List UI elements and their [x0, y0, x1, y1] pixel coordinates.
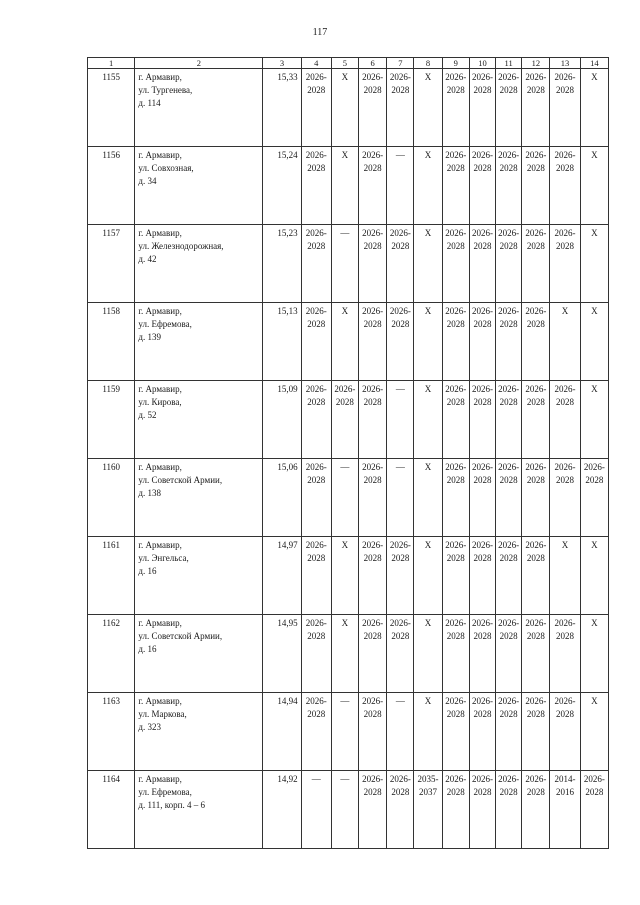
period-cell: 2026-2028 — [359, 459, 387, 537]
address-line: г. Армавир, — [138, 540, 182, 550]
period-cell: 2026-2028 — [550, 381, 580, 459]
period-cell: 2026-2028 — [550, 459, 580, 537]
address-line: д. 42 — [138, 254, 157, 264]
address-line: ул. Маркова, — [138, 709, 187, 719]
period-cell: 2026-2028 — [301, 69, 331, 147]
period-cell: 2026-2028 — [442, 771, 469, 849]
period-cell: 2026-2028 — [442, 225, 469, 303]
period-cell: 2026-2028 — [442, 693, 469, 771]
column-number-header: 11 — [496, 58, 522, 69]
address-line: д. 52 — [138, 410, 157, 420]
period-cell: 2026-2028 — [387, 615, 414, 693]
register-table — [87, 57, 609, 849]
period-cell: 2026-2028 — [469, 771, 495, 849]
table-row — [88, 771, 609, 849]
period-cell: 2026-2028 — [469, 693, 495, 771]
period-cell: 2026-2028 — [387, 537, 414, 615]
period-cell: — — [387, 459, 414, 537]
period-cell: X — [580, 615, 608, 693]
period-cell: — — [331, 693, 358, 771]
record-number: 1157 — [88, 225, 135, 303]
period-cell: 2026-2028 — [359, 615, 387, 693]
period-cell: 2026-2028 — [359, 537, 387, 615]
address-line: ул. Советской Армии, — [138, 475, 223, 485]
address-cell — [135, 381, 263, 459]
address-line: ул. Энгельса, — [138, 553, 189, 563]
period-cell: 2026-2028 — [442, 69, 469, 147]
address-line: ул. Тургенева, — [138, 85, 193, 95]
period-cell: 2026-2028 — [496, 303, 522, 381]
address-cell — [135, 615, 263, 693]
period-cell: 2026-2028 — [359, 693, 387, 771]
period-cell: 2026-2028 — [359, 225, 387, 303]
period-cell: 2026-2028 — [550, 147, 580, 225]
address-line: г. Армавир, — [138, 696, 182, 706]
area-value: 14,94 — [263, 693, 301, 771]
period-cell: 2026-2028 — [469, 537, 495, 615]
period-cell: X — [414, 303, 442, 381]
column-number-header: 8 — [414, 58, 442, 69]
column-number-header: 12 — [522, 58, 550, 69]
address-line: д. 139 — [138, 332, 161, 342]
address-line: ул. Советской Армии, — [138, 631, 223, 641]
column-number-header: 3 — [263, 58, 301, 69]
period-cell: 2026-2028 — [496, 459, 522, 537]
address-line: ул. Железнодорожная, — [138, 241, 224, 251]
period-cell: 2026-2028 — [580, 459, 608, 537]
column-number-header: 10 — [469, 58, 495, 69]
period-cell: 2026-2028 — [301, 381, 331, 459]
period-cell: 2026-2028 — [301, 459, 331, 537]
period-cell: 2026-2028 — [387, 771, 414, 849]
column-number-header: 6 — [359, 58, 387, 69]
period-cell: 2026-2028 — [496, 693, 522, 771]
period-cell: 2026-2028 — [522, 147, 550, 225]
column-number-header: 2 — [135, 58, 263, 69]
address-line: г. Армавир, — [138, 774, 182, 784]
address-cell — [135, 303, 263, 381]
period-cell: 2026-2028 — [442, 147, 469, 225]
table-row — [88, 147, 609, 225]
record-number: 1163 — [88, 693, 135, 771]
record-number: 1158 — [88, 303, 135, 381]
period-cell: 2026-2028 — [301, 693, 331, 771]
record-number: 1164 — [88, 771, 135, 849]
period-cell: X — [580, 537, 608, 615]
address-line: г. Армавир, — [138, 72, 182, 82]
period-cell: 2026-2028 — [469, 615, 495, 693]
area-value: 15,33 — [263, 69, 301, 147]
address-line: ул. Ефремова, — [138, 319, 192, 329]
period-cell: 2026-2028 — [522, 459, 550, 537]
period-cell: 2026-2028 — [469, 459, 495, 537]
area-value: 14,97 — [263, 537, 301, 615]
period-cell: X — [414, 69, 442, 147]
address-line: г. Армавир, — [138, 384, 182, 394]
column-number-header: 4 — [301, 58, 331, 69]
period-cell: 2026-2028 — [301, 615, 331, 693]
period-cell: X — [580, 381, 608, 459]
address-line: ул. Кирова, — [138, 397, 182, 407]
table-row — [88, 693, 609, 771]
period-cell: 2026-2028 — [469, 381, 495, 459]
period-cell: X — [331, 69, 358, 147]
address-line: г. Армавир, — [138, 228, 182, 238]
address-cell — [135, 69, 263, 147]
record-number: 1155 — [88, 69, 135, 147]
period-cell: 2026-2028 — [469, 225, 495, 303]
period-cell: X — [580, 69, 608, 147]
column-number-header: 1 — [88, 58, 135, 69]
period-cell: — — [331, 771, 358, 849]
period-cell: X — [414, 459, 442, 537]
address-line: д. 111, корп. 4 – 6 — [138, 800, 206, 810]
period-cell: — — [331, 225, 358, 303]
area-value: 14,92 — [263, 771, 301, 849]
period-cell: 2026-2028 — [550, 69, 580, 147]
period-cell: 2026-2028 — [301, 147, 331, 225]
area-value: 14,95 — [263, 615, 301, 693]
period-cell: 2026-2028 — [496, 147, 522, 225]
address-line: г. Армавир, — [138, 306, 182, 316]
record-number: 1159 — [88, 381, 135, 459]
period-cell: 2026-2028 — [359, 381, 387, 459]
period-cell: 2026-2028 — [522, 537, 550, 615]
period-cell: 2026-2028 — [496, 381, 522, 459]
table-row — [88, 69, 609, 147]
address-cell — [135, 459, 263, 537]
record-number: 1160 — [88, 459, 135, 537]
period-cell: 2026-2028 — [496, 771, 522, 849]
period-cell: X — [331, 303, 358, 381]
period-cell: 2026-2028 — [442, 459, 469, 537]
period-cell: X — [580, 693, 608, 771]
address-line: д. 16 — [138, 644, 157, 654]
period-cell: 2026-2028 — [469, 147, 495, 225]
header-row — [88, 58, 609, 69]
period-cell: X — [331, 147, 358, 225]
period-cell: X — [414, 537, 442, 615]
period-cell: 2026-2028 — [496, 225, 522, 303]
period-cell: 2026-2028 — [550, 225, 580, 303]
period-cell: 2026-2028 — [359, 147, 387, 225]
period-cell: X — [414, 381, 442, 459]
page-number: 117 — [312, 27, 328, 38]
period-cell: 2026-2028 — [522, 225, 550, 303]
table-row — [88, 459, 609, 537]
address-cell — [135, 537, 263, 615]
period-cell: 2026-2028 — [301, 225, 331, 303]
address-line: д. 114 — [138, 98, 161, 108]
period-cell: X — [550, 537, 580, 615]
period-cell: — — [331, 459, 358, 537]
address-cell — [135, 225, 263, 303]
column-number-header: 9 — [442, 58, 469, 69]
period-cell: 2026-2028 — [522, 69, 550, 147]
table-row — [88, 225, 609, 303]
address-line: г. Армавир, — [138, 618, 182, 628]
period-cell: 2026-2028 — [522, 693, 550, 771]
period-cell: 2026-2028 — [522, 303, 550, 381]
period-cell: 2026-2028 — [442, 303, 469, 381]
period-cell: 2026-2028 — [387, 69, 414, 147]
area-value: 15,09 — [263, 381, 301, 459]
address-line: д. 34 — [138, 176, 157, 186]
area-value: 15,13 — [263, 303, 301, 381]
table-row — [88, 381, 609, 459]
address-line: д. 16 — [138, 566, 157, 576]
address-cell — [135, 771, 263, 849]
period-cell: 2026-2028 — [331, 381, 358, 459]
column-number-header: 7 — [387, 58, 414, 69]
period-cell: 2026-2028 — [387, 303, 414, 381]
period-cell: 2026-2028 — [301, 537, 331, 615]
period-cell: 2035-2037 — [414, 771, 442, 849]
period-cell: X — [414, 147, 442, 225]
period-cell: 2026-2028 — [522, 771, 550, 849]
address-line: д. 138 — [138, 488, 161, 498]
table-row — [88, 537, 609, 615]
area-value: 15,06 — [263, 459, 301, 537]
record-number: 1161 — [88, 537, 135, 615]
period-cell: 2026-2028 — [550, 615, 580, 693]
address-line: д. 323 — [138, 722, 161, 732]
period-cell: 2026-2028 — [469, 69, 495, 147]
period-cell: 2026-2028 — [496, 69, 522, 147]
period-cell: X — [550, 303, 580, 381]
period-cell: 2026-2028 — [522, 381, 550, 459]
period-cell: 2026-2028 — [387, 225, 414, 303]
address-cell — [135, 147, 263, 225]
period-cell: X — [331, 615, 358, 693]
period-cell: 2026-2028 — [301, 303, 331, 381]
address-cell — [135, 693, 263, 771]
period-cell: 2026-2028 — [359, 69, 387, 147]
period-cell: 2026-2028 — [496, 615, 522, 693]
period-cell: — — [301, 771, 331, 849]
column-number-header: 14 — [580, 58, 608, 69]
period-cell: 2026-2028 — [496, 537, 522, 615]
period-cell: X — [414, 225, 442, 303]
period-cell: 2026-2028 — [522, 615, 550, 693]
period-cell: X — [580, 303, 608, 381]
period-cell: 2026-2028 — [359, 771, 387, 849]
record-number: 1162 — [88, 615, 135, 693]
area-value: 15,23 — [263, 225, 301, 303]
table-row — [88, 303, 609, 381]
period-cell: 2026-2028 — [442, 381, 469, 459]
address-line: ул. Ефремова, — [138, 787, 192, 797]
period-cell: — — [387, 147, 414, 225]
period-cell: X — [414, 615, 442, 693]
record-number: 1156 — [88, 147, 135, 225]
period-cell: X — [331, 537, 358, 615]
column-number-header: 5 — [331, 58, 358, 69]
period-cell: 2026-2028 — [550, 693, 580, 771]
period-cell: X — [580, 225, 608, 303]
period-cell: — — [387, 381, 414, 459]
period-cell: 2014-2016 — [550, 771, 580, 849]
period-cell: 2026-2028 — [469, 303, 495, 381]
area-value: 15,24 — [263, 147, 301, 225]
period-cell: 2026-2028 — [359, 303, 387, 381]
table-row — [88, 615, 609, 693]
address-line: г. Армавир, — [138, 462, 182, 472]
period-cell: 2026-2028 — [442, 537, 469, 615]
address-line: г. Армавир, — [138, 150, 182, 160]
period-cell: 2026-2028 — [580, 771, 608, 849]
period-cell: X — [414, 693, 442, 771]
column-number-header: 13 — [550, 58, 580, 69]
address-line: ул. Совхозная, — [138, 163, 194, 173]
period-cell: — — [387, 693, 414, 771]
period-cell: 2026-2028 — [442, 615, 469, 693]
period-cell: X — [580, 147, 608, 225]
